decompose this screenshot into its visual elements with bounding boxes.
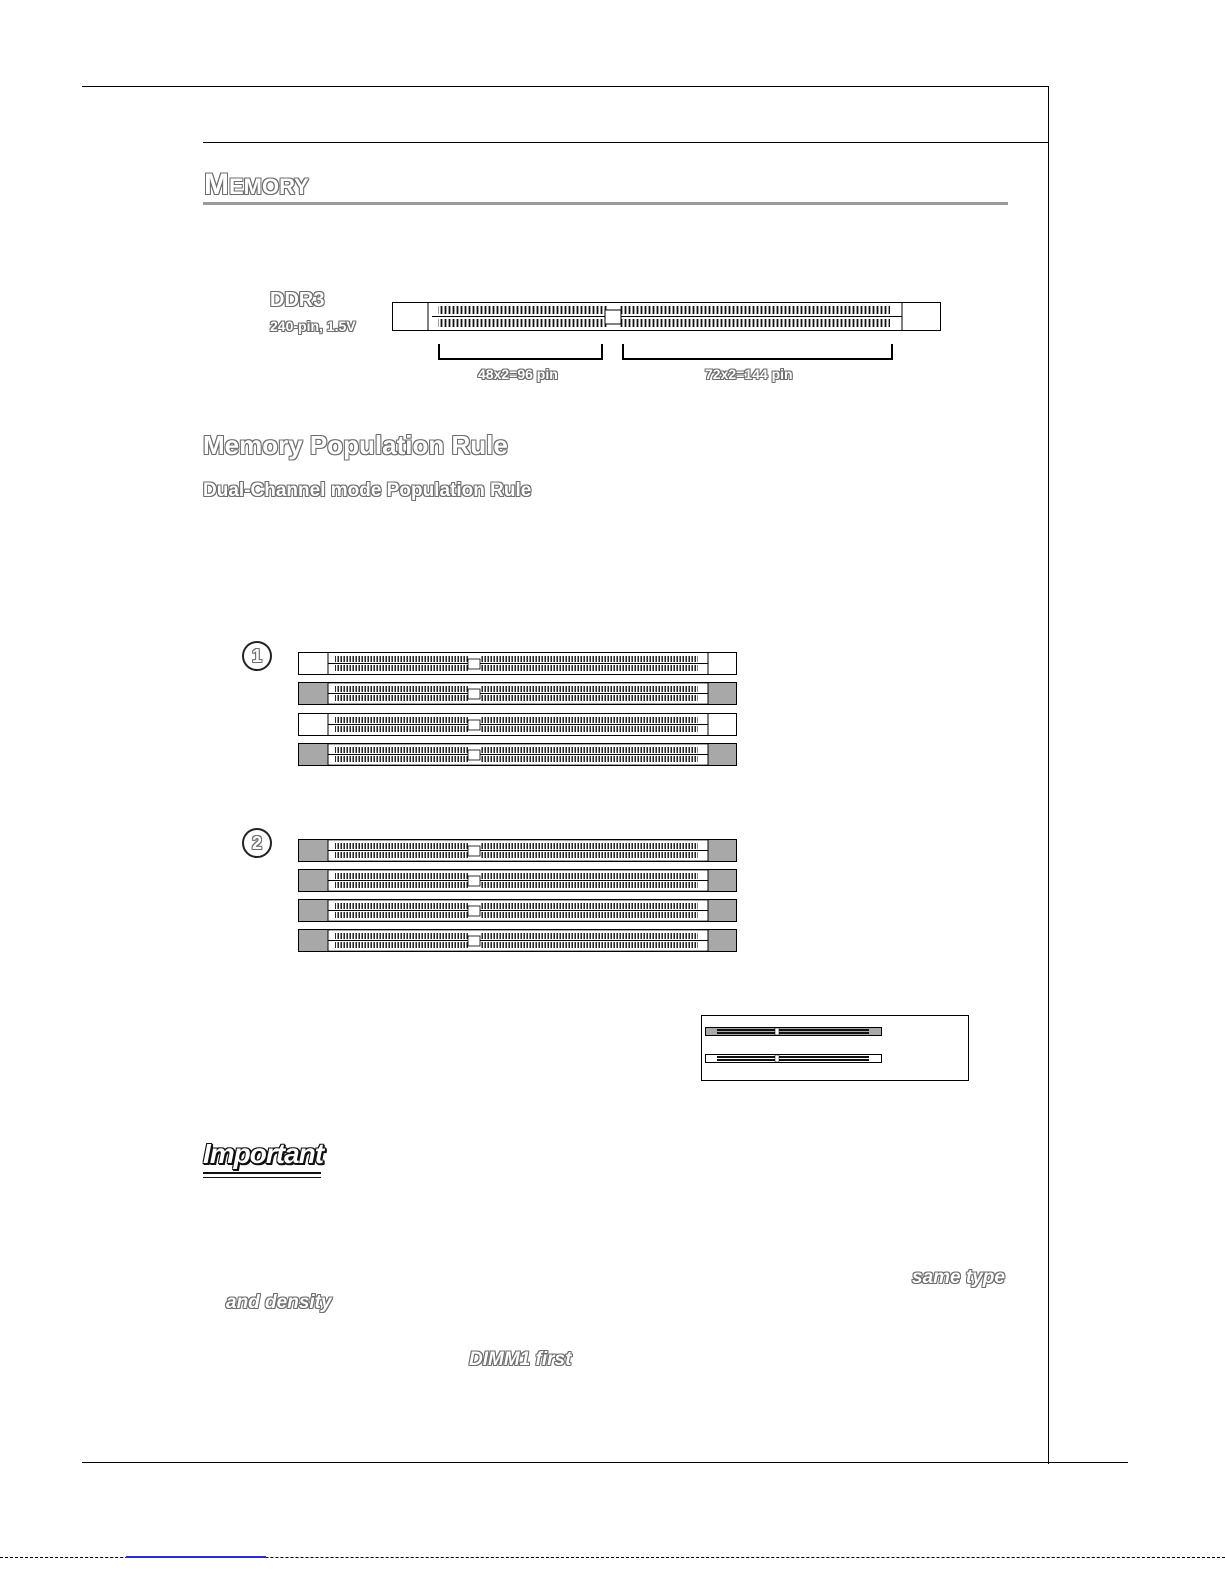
important-underline-1 [203,1172,321,1174]
dimm-slot-7 [298,899,738,923]
dimm-slot-4 [298,743,738,767]
pin-bracket-left [438,344,604,362]
pin-count-right: 72x2=144 pin [705,366,793,382]
ddr-spec-label: 240-pin, 1.5V [270,318,356,334]
step-marker-2: 2 [242,828,272,858]
heading-dual-channel: Dual-Channel mode Population Rule [203,480,532,501]
page-edge-link [126,1556,266,1558]
dimm-slot-8 [298,929,738,953]
bottom-rule [82,1462,1128,1463]
dimm-slot-2 [298,682,738,706]
dimm-slot-1 [298,652,738,676]
ddr3-module-diagram [392,302,942,332]
header-rule [203,142,1049,143]
ddr-type-label: DDR3 [270,289,325,311]
pin-count-left: 48x2=96 pin [478,366,558,382]
important-underline-2 [203,1177,321,1178]
step-marker-1: 1 [242,641,272,671]
legend-box [701,1015,969,1081]
heading-population-rule: Memory Population Rule [203,430,508,460]
top-rule [82,86,1049,87]
note-density: and density [226,1292,332,1313]
dimm-slot-5 [298,839,738,863]
pin-bracket-right [622,344,894,362]
dimm-slot-6 [298,869,738,893]
section-title: MEMORY [204,168,309,201]
note-same-type: same type [912,1267,1005,1288]
legend-empty-slot [705,1054,883,1064]
right-margin-rule [1048,86,1049,1464]
important-heading: Important [203,1138,324,1169]
legend-installed-slot [705,1027,883,1037]
note-dimm1-first: DIMM1 first [469,1349,572,1370]
section-title-underline [203,202,1008,205]
dimm-slot-3 [298,713,738,737]
